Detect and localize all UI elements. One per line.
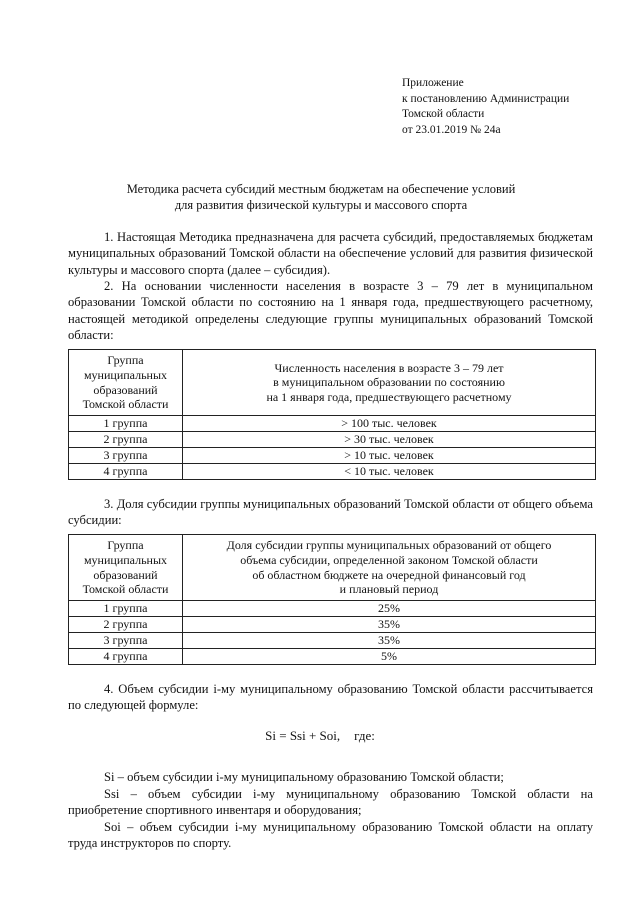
table-header-row	[69, 535, 596, 601]
value-cell: 35%	[183, 617, 596, 633]
definition-ssi: Ssi – объем субсидии i-му муниципальному образованию Томской области на приобретение спортивного инвентаря и оборудования;	[68, 787, 593, 818]
appendix-line: Приложение	[402, 77, 464, 89]
value-cell: < 10 тыс. человек	[183, 464, 596, 480]
paragraph-4: 4. Объем субсидии i-му муниципальному образованию Томской области рассчитывается по следующей формуле:	[68, 682, 593, 713]
group-cell: 4 группа	[69, 464, 183, 480]
table-row	[69, 448, 596, 464]
table-row	[69, 649, 596, 665]
group-cell: 4 группа	[69, 649, 183, 665]
group-cell: 2 группа	[69, 617, 183, 633]
document-title	[60, 181, 582, 213]
group-cell: 3 группа	[69, 448, 183, 464]
header-cell-population: Численность населения в возрасте 3 – 79 лет в муниципальном образовании по состоянию на 1 января года, предшествующего расчетному	[183, 350, 596, 416]
paragraph-3: 3. Доля субсидии группы муниципальных образований Томской области от общего объема субсидии:	[68, 497, 593, 528]
appendix-date: от 23.01.2019 № 24а	[402, 123, 501, 136]
paragraph-2: 2. На основании численности населения в возрасте 3 – 79 лет в муниципальном образовании Томской области по состоянию на 1 января года, предшествующего расчетному, настоящей методикой определены следующие группы муниципальных образований Томской области:	[68, 279, 593, 343]
header-cell-group: Группа муниципальных образований Томской области	[69, 535, 183, 601]
definition-soi: Soi – объем субсидии i-му муниципальному образованию Томской области на оплату труда инструкторов по спорту.	[68, 820, 593, 851]
value-cell: > 10 тыс. человек	[183, 448, 596, 464]
table-row	[69, 617, 596, 633]
formula-where: где:	[354, 728, 375, 743]
header-cell-share: Доля субсидии группы муниципальных образований от общего объема субсидии, определенной законом Томской области об областном бюджете на очередной финансовый год и плановый период	[183, 535, 596, 601]
value-cell: 5%	[183, 649, 596, 665]
table-row	[69, 601, 596, 617]
group-cell: 2 группа	[69, 432, 183, 448]
group-cell: 1 группа	[69, 416, 183, 432]
definition-si: Si – объем субсидии i-му муниципальному образованию Томской области;	[104, 770, 504, 784]
table-row	[69, 633, 596, 649]
value-cell: 25%	[183, 601, 596, 617]
population-groups-table	[68, 349, 596, 480]
table-row	[69, 464, 596, 480]
appendix-block	[402, 76, 569, 138]
subsidy-share-table	[68, 534, 596, 665]
header-cell-group: Группа муниципальных образований Томской области	[69, 350, 183, 416]
value-cell: > 100 тыс. человек	[183, 416, 596, 432]
title-line: для развития физической культуры и массового спорта	[174, 198, 468, 212]
title-line: Методика расчета субсидий местным бюджетам на обеспечение условий	[126, 182, 516, 196]
paragraph-1: 1. Настоящая Методика предназначена для расчета субсидий, предоставляемых бюджетам муниципальных образований Томской области на обеспечение условий для развития физической культуры и массового спорта (далее – субсидия).	[68, 230, 593, 277]
value-cell: 35%	[183, 633, 596, 649]
value-cell: > 30 тыс. человек	[183, 432, 596, 448]
group-cell: 3 группа	[69, 633, 183, 649]
table-row	[69, 432, 596, 448]
formula	[0, 728, 640, 744]
formula-expression: Si = Ssi + Soi,	[265, 728, 341, 743]
group-cell: 1 группа	[69, 601, 183, 617]
table-header-row	[69, 350, 596, 416]
appendix-line: к постановлению Администрации	[402, 92, 570, 105]
appendix-line: Томской области	[402, 108, 485, 121]
table-row	[69, 416, 596, 432]
